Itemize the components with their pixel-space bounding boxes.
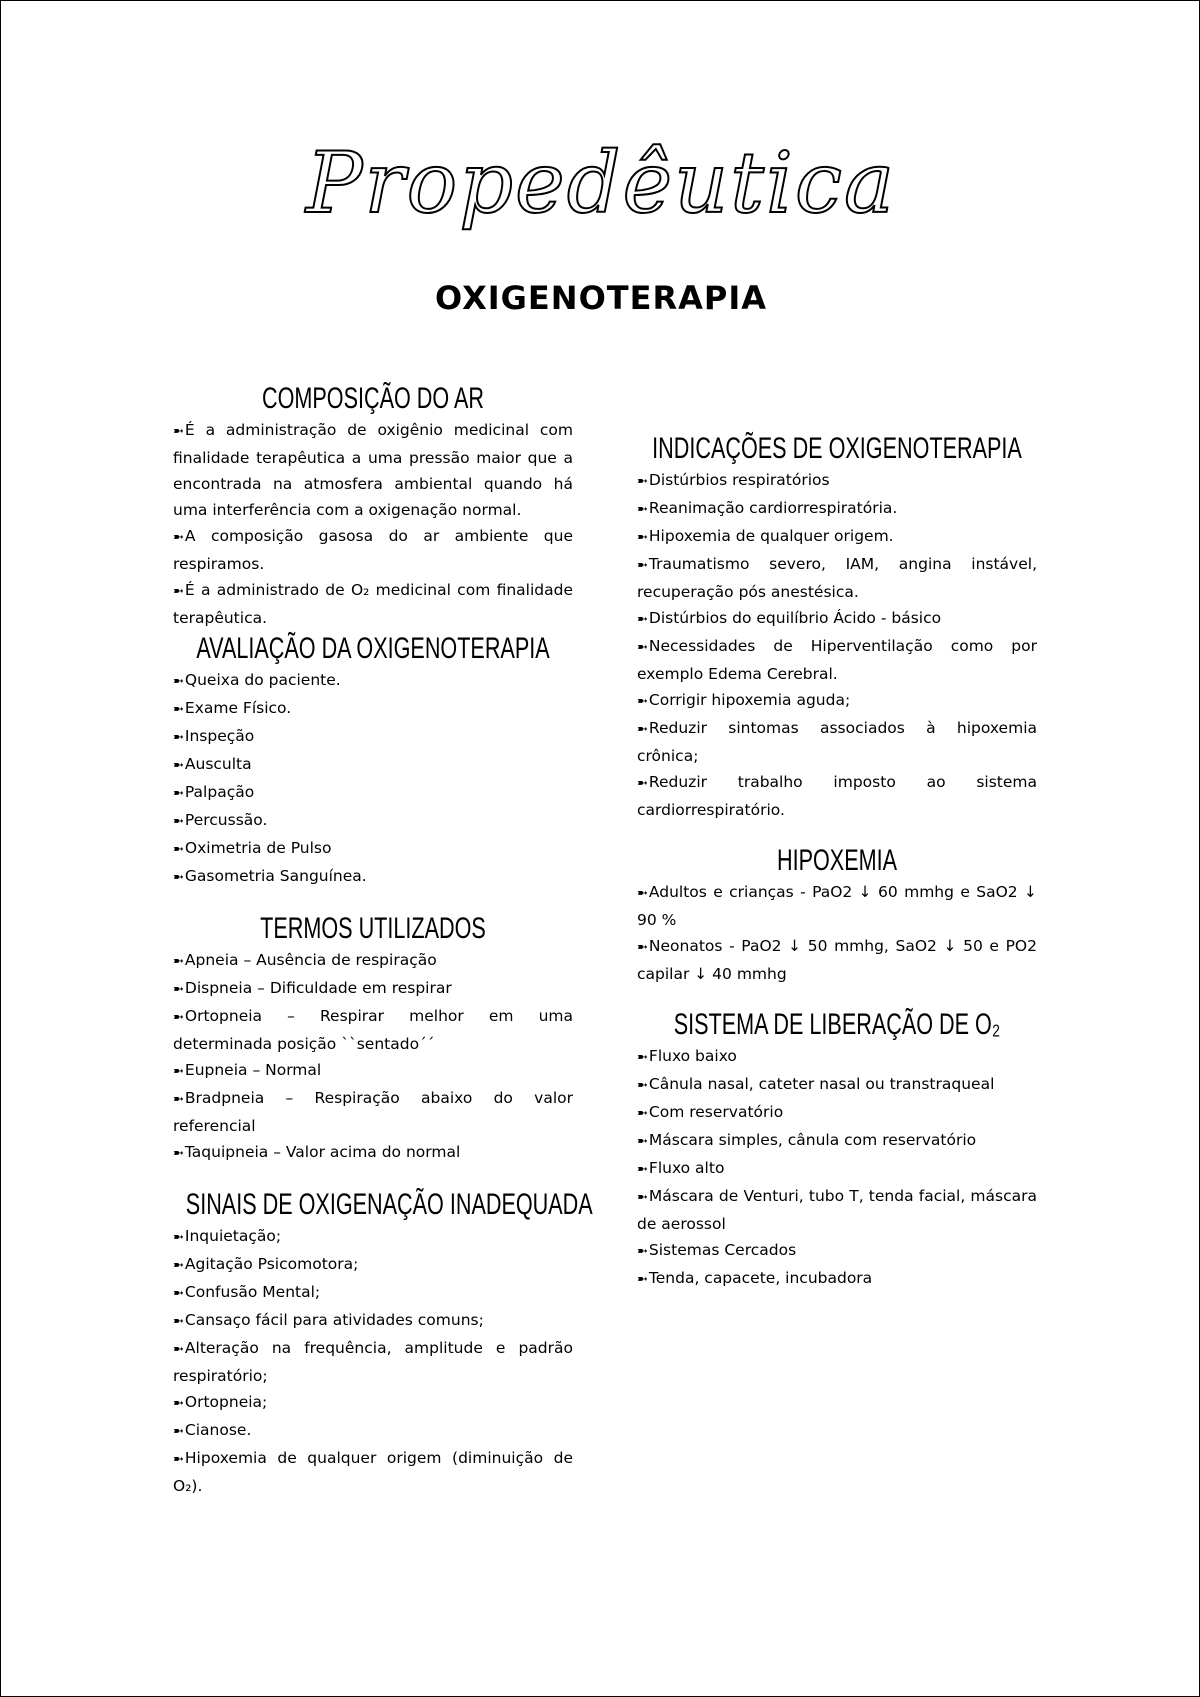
list-item-text: Eupneia – Normal bbox=[184, 1061, 322, 1079]
list-item-text: Distúrbios do equilíbrio Ácido - básico bbox=[648, 609, 942, 627]
arrow-bullet-icon: ➼ bbox=[173, 1092, 184, 1107]
list-item bbox=[637, 495, 1037, 523]
arrow-bullet-icon: ➼ bbox=[173, 1396, 184, 1411]
arrow-bullet-icon: ➼ bbox=[637, 1106, 648, 1121]
list-item bbox=[637, 879, 1037, 933]
arrow-bullet-icon: ➼ bbox=[173, 1010, 184, 1025]
arrow-bullet-icon: ➼ bbox=[173, 786, 184, 801]
list-item-text: É a administrado de O₂ medicinal com finalidade terapêutica. bbox=[173, 581, 573, 627]
list-item bbox=[173, 947, 573, 975]
arrow-bullet-icon: ➼ bbox=[637, 530, 648, 545]
list-item-text: Fluxo baixo bbox=[648, 1047, 737, 1065]
list-item-text: Cansaço fácil para atividades comuns; bbox=[184, 1311, 484, 1329]
list-item-text: Ortopneia; bbox=[184, 1393, 268, 1411]
list-item-text: Ortopneia – Respirar melhor em uma determinada posição ``sentado´´ bbox=[173, 1007, 573, 1053]
left-column bbox=[173, 381, 593, 1499]
list-item bbox=[173, 1307, 573, 1335]
arrow-bullet-icon: ➼ bbox=[173, 1258, 184, 1273]
list-item bbox=[637, 633, 1037, 687]
arrow-bullet-icon: ➼ bbox=[173, 424, 184, 439]
list-item bbox=[173, 835, 573, 863]
arrow-bullet-icon: ➼ bbox=[173, 584, 184, 599]
list-item-text: Palpação bbox=[184, 783, 255, 801]
item-list bbox=[173, 667, 573, 891]
list-item bbox=[637, 769, 1037, 823]
arrow-bullet-icon: ➼ bbox=[173, 954, 184, 969]
list-item bbox=[637, 1127, 1037, 1155]
list-item bbox=[173, 1057, 573, 1085]
section-title: AVALIAÇÃO DA OXIGENOTERAPIA bbox=[196, 632, 550, 665]
section-hipoxemia bbox=[637, 843, 1037, 987]
list-item bbox=[637, 1265, 1037, 1293]
section-termos-utilizados bbox=[173, 911, 573, 1167]
list-item bbox=[173, 1139, 573, 1167]
arrow-bullet-icon: ➼ bbox=[173, 982, 184, 997]
list-item-text: Fluxo alto bbox=[648, 1159, 725, 1177]
list-item-text: Taquipneia – Valor acima do normal bbox=[184, 1143, 461, 1161]
list-item-text: Alteração na frequência, amplitude e padrão respiratório; bbox=[173, 1339, 573, 1385]
arrow-bullet-icon: ➼ bbox=[173, 1064, 184, 1079]
list-item-text: Corrigir hipoxemia aguda; bbox=[648, 691, 851, 709]
list-item bbox=[173, 1417, 573, 1445]
right-column bbox=[637, 431, 1037, 1293]
list-item bbox=[637, 551, 1037, 605]
arrow-bullet-icon: ➼ bbox=[637, 1078, 648, 1093]
arrow-bullet-icon: ➼ bbox=[173, 1286, 184, 1301]
arrow-bullet-icon: ➼ bbox=[173, 1342, 184, 1357]
list-item bbox=[173, 577, 573, 631]
list-item bbox=[173, 695, 573, 723]
arrow-bullet-icon: ➼ bbox=[637, 1272, 648, 1287]
list-item bbox=[173, 1279, 573, 1307]
arrow-bullet-icon: ➼ bbox=[173, 730, 184, 745]
list-item-text: Reduzir sintomas associados à hipoxemia crônica; bbox=[637, 719, 1037, 765]
arrow-bullet-icon: ➼ bbox=[637, 694, 648, 709]
list-item-text: Inspeção bbox=[184, 727, 255, 745]
list-item-text: Confusão Mental; bbox=[184, 1283, 321, 1301]
section-title: TERMOS UTILIZADOS bbox=[260, 912, 486, 945]
arrow-bullet-icon: ➼ bbox=[173, 674, 184, 689]
list-item bbox=[173, 1389, 573, 1417]
list-item-text: Exame Físico. bbox=[184, 699, 292, 717]
list-item-text: Apneia – Ausência de respiração bbox=[184, 951, 437, 969]
arrow-bullet-icon: ➼ bbox=[637, 612, 648, 627]
list-item-text: Tenda, capacete, incubadora bbox=[648, 1269, 873, 1287]
list-item bbox=[173, 863, 573, 891]
item-list bbox=[173, 947, 573, 1167]
arrow-bullet-icon: ➼ bbox=[637, 558, 648, 573]
arrow-bullet-icon: ➼ bbox=[173, 702, 184, 717]
list-item bbox=[173, 523, 573, 577]
list-item bbox=[173, 1223, 573, 1251]
list-item-text: Gasometria Sanguínea. bbox=[184, 867, 367, 885]
item-list bbox=[637, 879, 1037, 987]
list-item-text: Necessidades de Hiperventilação como por exemplo Edema Cerebral. bbox=[637, 637, 1037, 683]
list-item bbox=[637, 1183, 1037, 1237]
section-title: SISTEMA DE LIBERAÇÃO DE O₂ bbox=[673, 1008, 1001, 1041]
arrow-bullet-icon: ➼ bbox=[173, 1230, 184, 1245]
list-item-text: Máscara simples, cânula com reservatório bbox=[648, 1131, 977, 1149]
list-item bbox=[173, 417, 573, 523]
arrow-bullet-icon: ➼ bbox=[637, 886, 648, 901]
section-title: INDICAÇÕES DE OXIGENOTERAPIA bbox=[652, 432, 1022, 465]
page-title: Propedêutica bbox=[305, 134, 897, 232]
item-list bbox=[637, 467, 1037, 823]
arrow-bullet-icon: ➼ bbox=[173, 842, 184, 857]
arrow-bullet-icon: ➼ bbox=[637, 776, 648, 791]
list-item bbox=[637, 1099, 1037, 1127]
list-item-text: Ausculta bbox=[184, 755, 252, 773]
arrow-bullet-icon: ➼ bbox=[173, 814, 184, 829]
section-sinais-oxigenacao bbox=[173, 1187, 593, 1499]
list-item-text: Hipoxemia de qualquer origem. bbox=[648, 527, 894, 545]
list-item-text: A composição gasosa do ar ambiente que respiramos. bbox=[173, 527, 573, 573]
list-item-text: Com reservatório bbox=[648, 1103, 784, 1121]
arrow-bullet-icon: ➼ bbox=[637, 1134, 648, 1149]
section-title: SINAIS DE OXIGENAÇÃO INADEQUADA bbox=[185, 1188, 593, 1221]
list-item-text: Percussão. bbox=[184, 811, 268, 829]
list-item-text: Traumatismo severo, IAM, angina instável, recuperação pós anestésica. bbox=[637, 555, 1037, 601]
arrow-bullet-icon: ➼ bbox=[173, 1452, 184, 1467]
list-item bbox=[173, 975, 573, 1003]
item-list bbox=[173, 1223, 573, 1499]
section-avaliacao bbox=[173, 631, 573, 891]
list-item bbox=[173, 751, 573, 779]
section-sistema-liberacao bbox=[637, 1007, 1037, 1293]
list-item bbox=[173, 1251, 573, 1279]
list-item-text: Inquietação; bbox=[184, 1227, 282, 1245]
list-item bbox=[637, 715, 1037, 769]
list-item bbox=[173, 1445, 573, 1499]
list-item bbox=[637, 687, 1037, 715]
list-item-text: Agitação Psicomotora; bbox=[184, 1255, 359, 1273]
list-item bbox=[637, 1237, 1037, 1265]
item-list bbox=[173, 417, 573, 631]
arrow-bullet-icon: ➼ bbox=[637, 1190, 648, 1205]
arrow-bullet-icon: ➼ bbox=[173, 758, 184, 773]
list-item bbox=[637, 605, 1037, 633]
arrow-bullet-icon: ➼ bbox=[637, 1162, 648, 1177]
arrow-bullet-icon: ➼ bbox=[173, 1314, 184, 1329]
section-indicacoes bbox=[637, 431, 1037, 823]
list-item bbox=[173, 1335, 573, 1389]
list-item-text: Reduzir trabalho imposto ao sistema cardiorrespiratório. bbox=[637, 773, 1037, 819]
arrow-bullet-icon: ➼ bbox=[637, 640, 648, 655]
arrow-bullet-icon: ➼ bbox=[637, 940, 648, 955]
arrow-bullet-icon: ➼ bbox=[173, 870, 184, 885]
list-item-text: Bradpneia – Respiração abaixo do valor referencial bbox=[173, 1089, 573, 1135]
list-item-text: Dispneia – Dificuldade em respirar bbox=[184, 979, 452, 997]
list-item-text: Oximetria de Pulso bbox=[184, 839, 332, 857]
list-item-text: Reanimação cardiorrespiratória. bbox=[648, 499, 898, 517]
arrow-bullet-icon: ➼ bbox=[637, 722, 648, 737]
list-item bbox=[173, 807, 573, 835]
section-title: HIPOXEMIA bbox=[776, 844, 898, 877]
list-item-text: Queixa do paciente. bbox=[184, 671, 341, 689]
list-item bbox=[173, 1085, 573, 1139]
arrow-bullet-icon: ➼ bbox=[637, 502, 648, 517]
page-subtitle: OXIGENOTERAPIA bbox=[435, 279, 767, 317]
arrow-bullet-icon: ➼ bbox=[637, 1244, 648, 1259]
list-item-text: Hipoxemia de qualquer origem (diminuição de O₂). bbox=[173, 1449, 573, 1495]
list-item bbox=[637, 467, 1037, 495]
list-item bbox=[637, 1155, 1037, 1183]
arrow-bullet-icon: ➼ bbox=[173, 1424, 184, 1439]
list-item-text: Máscara de Venturi, tubo T, tenda facial, máscara de aerossol bbox=[637, 1187, 1037, 1233]
list-item-text: Sistemas Cercados bbox=[648, 1241, 797, 1259]
section-composicao-do-ar bbox=[173, 381, 573, 631]
arrow-bullet-icon: ➼ bbox=[173, 1146, 184, 1161]
list-item bbox=[637, 1071, 1037, 1099]
list-item bbox=[637, 933, 1037, 987]
list-item bbox=[637, 523, 1037, 551]
list-item bbox=[173, 723, 573, 751]
arrow-bullet-icon: ➼ bbox=[637, 474, 648, 489]
list-item bbox=[173, 667, 573, 695]
section-title: COMPOSIÇÃO DO AR bbox=[261, 382, 485, 415]
list-item bbox=[173, 1003, 573, 1057]
list-item-text: Neonatos - PaO2 ↓ 50 mmhg, SaO2 ↓ 50 e PO2 capilar ↓ 40 mmhg bbox=[637, 937, 1037, 983]
list-item-text: Cianose. bbox=[184, 1421, 252, 1439]
list-item-text: Adultos e crianças - PaO2 ↓ 60 mmhg e SaO2 ↓ 90 % bbox=[637, 883, 1037, 929]
item-list bbox=[637, 1043, 1037, 1293]
list-item-text: Distúrbios respiratórios bbox=[648, 471, 830, 489]
list-item bbox=[173, 779, 573, 807]
list-item bbox=[637, 1043, 1037, 1071]
arrow-bullet-icon: ➼ bbox=[637, 1050, 648, 1065]
arrow-bullet-icon: ➼ bbox=[173, 530, 184, 545]
list-item-text: Cânula nasal, cateter nasal ou transtraqueal bbox=[648, 1075, 995, 1093]
list-item-text: É a administração de oxigênio medicinal com finalidade terapêutica a uma pressão maior que a encontrada na atmosfera ambiental quando há uma interferência com a oxigenação normal. bbox=[173, 421, 573, 519]
